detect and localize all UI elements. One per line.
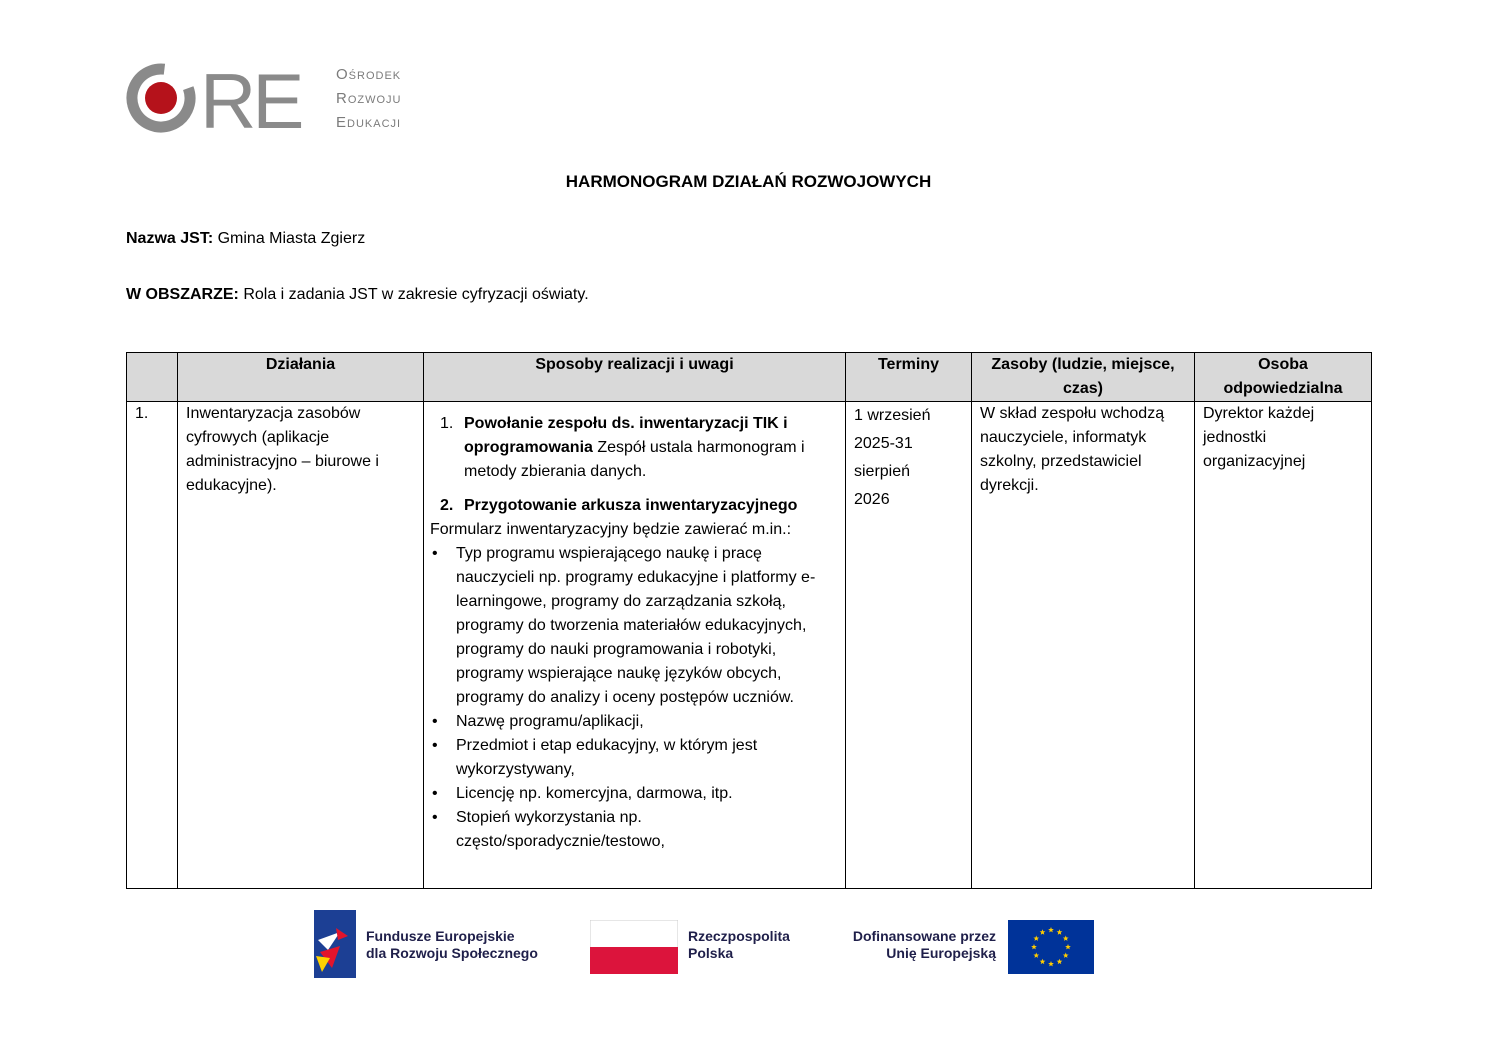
list-item: • Stopień wykorzystania np. często/sporadycznie/testowo, — [430, 806, 837, 854]
list-item: • Licencję np. komercyjna, darmowa, itp. — [430, 782, 837, 806]
method-item-1-title: Powołanie zespołu ds. inwentaryzacji TIK i oprogramowania — [464, 415, 788, 456]
eu-logo-text — [836, 928, 996, 962]
jst-line — [126, 230, 365, 248]
row-num: 1. — [127, 402, 178, 889]
row-resources: W skład zespołu wchodzą nauczyciele, informatyk szkolny, przedstawiciel dyrekcji. — [972, 402, 1195, 889]
fe-line-2: dla Rozwoju Społecznego — [366, 945, 538, 961]
method-item-2 — [430, 494, 837, 518]
area-label: W OBSZARZE: — [126, 286, 239, 303]
header-methods: Sposoby realizacji i uwagi — [424, 353, 846, 402]
method-item-2-title: Przygotowanie arkusza inwentaryzacyjnego — [464, 497, 798, 514]
table-row — [127, 402, 1372, 889]
method-item-2-intro: Formularz inwentaryzacyjny będzie zawierać m.in.: — [430, 521, 792, 538]
eu-flag-icon — [1008, 920, 1094, 974]
polish-flag-icon — [590, 920, 678, 974]
form-fields-list — [430, 542, 837, 854]
fe-logo-text — [366, 928, 538, 962]
area-value: Rola i zadania JST w zakresie cyfryzacji oświaty. — [243, 286, 589, 303]
method-item-1-num: 1. — [440, 415, 454, 432]
jst-label: Nazwa JST: — [126, 230, 214, 247]
list-item: • Typ programu wspierającego naukę i pracę nauczycieli np. programy edukacyjne i platformy e-learningowe, programy do zarządzania szkołą, programy do tworzenia materiałów edukacyjnych, programy do nauki programowania i robotyki, programy wspierające naukę języków obcych, programy do analizy i oceny postępów uczniów. — [430, 542, 837, 710]
rp-line-1: Rzeczpospolita — [688, 928, 790, 944]
row-responsible: Dyrektor każdej jednostki organizacyjnej — [1195, 402, 1372, 889]
logo-line-2: Rozwoju — [336, 90, 402, 107]
header-actions: Działania — [178, 353, 424, 402]
row-action: Inwentaryzacja zasobów cyfrowych (aplikacje administracyjno – biurowe i edukacyjne). — [178, 402, 424, 889]
method-item-2-num: 2. — [440, 497, 454, 514]
jst-value: Gmina Miasta Zgierz — [217, 230, 366, 247]
eu-line-2: Unię Europejską — [886, 945, 996, 961]
fe-line-1: Fundusze Europejskie — [366, 928, 515, 944]
logo-line-3: Edukacji — [336, 114, 402, 131]
term-line: 2025-31 — [854, 435, 913, 452]
row-terms — [846, 402, 972, 889]
ore-logo-dot — [145, 82, 177, 114]
eu-line-1: Dofinansowane przez — [852, 928, 996, 944]
rp-logo-text — [688, 928, 790, 962]
page-title: HARMONOGRAM DZIAŁAŃ ROZWOJOWYCH — [565, 172, 932, 191]
header-responsible: Osoba odpowiedzialna — [1195, 353, 1372, 402]
header-resources: Zasoby (ludzie, miejsce, czas) — [972, 353, 1195, 402]
logo-line-1: Ośrodek — [336, 66, 402, 83]
method-item-1 — [430, 412, 837, 484]
list-item: • Przedmiot i etap edukacyjny, w którym jest wykorzystywany, — [430, 734, 837, 782]
row-methods — [424, 402, 846, 889]
term-line: 2026 — [854, 491, 890, 508]
ore-logo-text — [336, 63, 402, 135]
method-item-1-text: Zespół ustala harmonogram i metody zbierania danych. — [464, 439, 805, 480]
fe-logo-icon — [314, 910, 356, 978]
term-line: 1 wrzesień — [854, 407, 931, 424]
rp-line-2: Polska — [688, 945, 734, 961]
area-line — [126, 286, 589, 304]
schedule-table — [126, 352, 1372, 889]
header-num — [127, 353, 178, 402]
table-header-row — [127, 353, 1372, 402]
term-line: sierpień — [854, 463, 911, 480]
header-terms: Terminy — [846, 353, 972, 402]
ore-logo-letters: RE — [200, 62, 301, 134]
list-item: • Nazwę programu/aplikacji, — [430, 710, 837, 734]
